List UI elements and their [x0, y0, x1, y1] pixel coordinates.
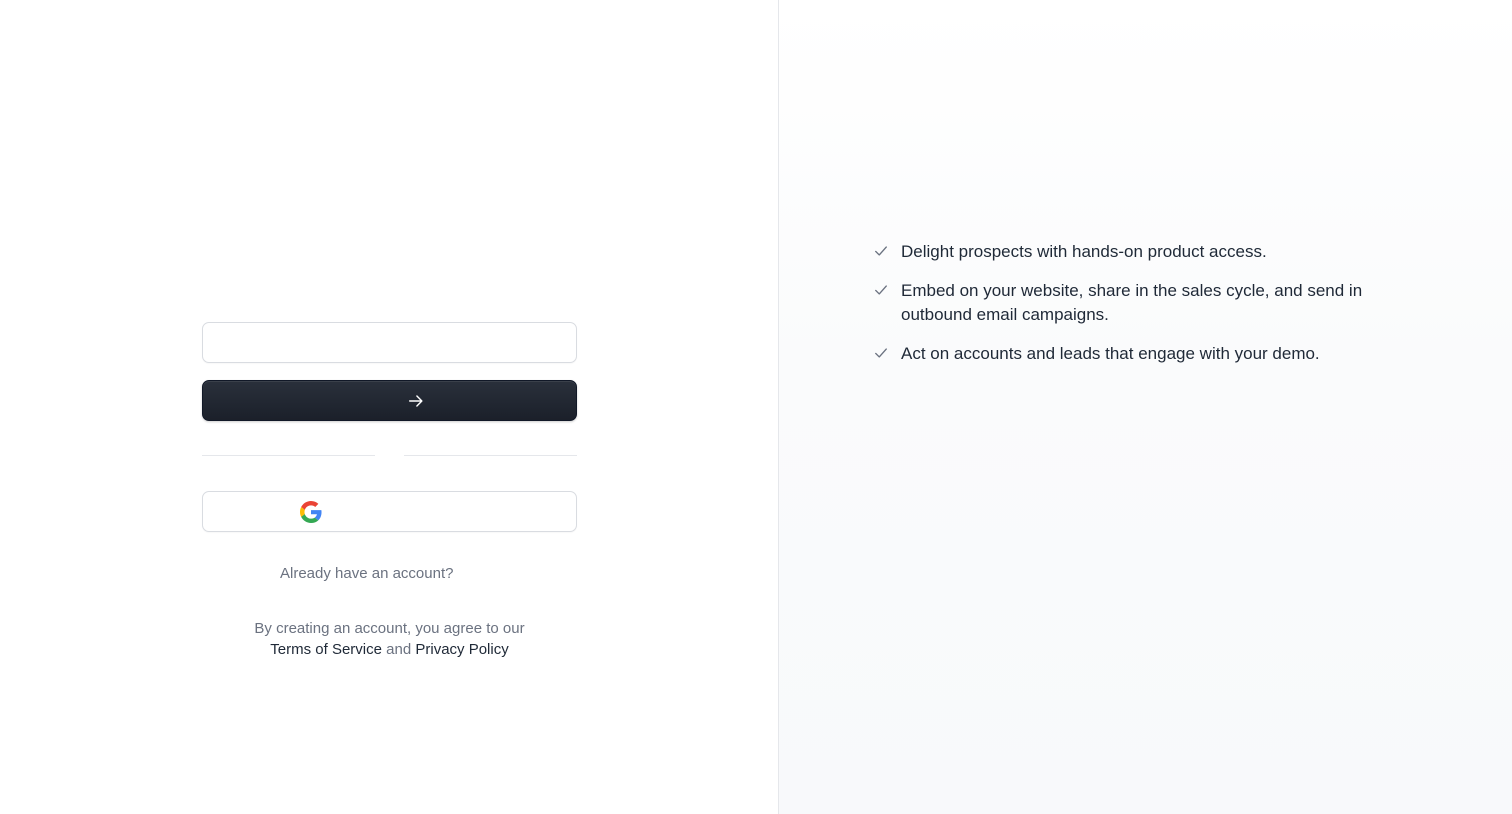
features-panel — [779, 0, 1512, 814]
google-signup-button[interactable] — [202, 491, 577, 532]
arrow-right-icon — [407, 392, 425, 410]
feature-text: Act on accounts and leads that engage with your demo. — [901, 344, 1320, 363]
google-icon — [300, 501, 322, 523]
or-divider — [202, 455, 577, 456]
divider-line — [202, 455, 375, 456]
feature-text: Embed on your website, share in the sales cycle, and send in outbound email campaigns. — [901, 281, 1363, 324]
legal-and-text: and — [386, 641, 412, 658]
signup-form — [202, 322, 577, 658]
continue-button[interactable] — [202, 380, 577, 421]
feature-item — [874, 279, 1374, 327]
check-icon — [874, 244, 888, 258]
feature-item — [874, 342, 1374, 366]
legal-notice — [202, 618, 577, 660]
feature-item — [874, 240, 1374, 264]
feature-text: Delight prospects with hands-on product access. — [901, 242, 1267, 261]
feature-list — [874, 240, 1374, 381]
check-icon — [874, 346, 888, 360]
legal-prefix-text: By creating an account, you agree to our — [254, 620, 525, 637]
terms-of-service-link[interactable]: Terms of Service — [270, 641, 382, 658]
privacy-policy-link[interactable]: Privacy Policy — [415, 641, 509, 658]
email-input[interactable] — [202, 322, 577, 363]
divider-line — [404, 455, 577, 456]
already-have-account-text: Already have an account? — [280, 565, 454, 582]
check-icon — [874, 283, 888, 297]
